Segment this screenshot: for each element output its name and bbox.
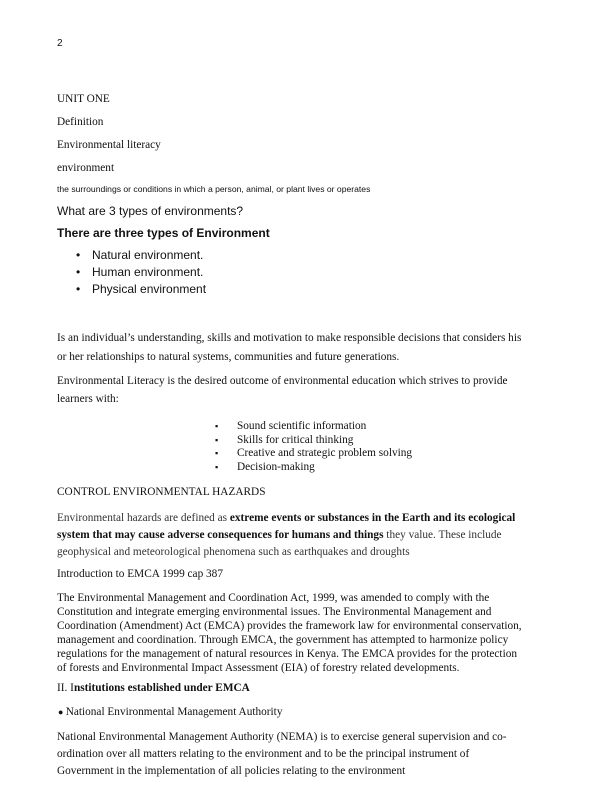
text: II. I: [57, 682, 74, 694]
bold-text: nstitutions established under EMCA: [73, 682, 250, 694]
literacy-paragraph: [57, 329, 521, 367]
institutions-heading: [57, 682, 250, 694]
text-line: learners with:: [57, 393, 119, 405]
definition-label: Definition: [57, 116, 104, 128]
nema-paragraph: [57, 729, 507, 780]
text-line: Coordination (Amendment) Act (EMCA) provides the framework law for environmental conservation,: [57, 620, 522, 632]
question: What are 3 types of environments?: [57, 204, 244, 218]
text-line: Environmental Literacy is the desired outcome of environmental education which strives to provide: [57, 375, 508, 387]
list-item: ▪ Skills for critical thinking: [237, 434, 412, 448]
unit-title: UNIT ONE: [57, 93, 110, 105]
outcomes-list: [237, 420, 412, 474]
emca-paragraph: [57, 591, 522, 675]
text-line: The Environmental Management and Coordination Act, 1999, was amended to comply with the: [57, 592, 490, 604]
text: Environmental hazards are defined as: [57, 512, 230, 524]
text-line: Is an individual’s understanding, skills and motivation to make responsible decisions that considers his: [57, 332, 522, 344]
nema-bullet: ● National Environmental Management Authority: [58, 706, 283, 718]
env-literacy-label: Environmental literacy: [57, 139, 161, 151]
list-item: ▪ Sound scientific information: [237, 420, 412, 434]
list-item: • Physical environment: [92, 281, 206, 298]
text: National Environmental Management Authority: [65, 706, 283, 718]
text-line: Government in the implementation of all policies relating to the environment: [57, 765, 406, 777]
emca-heading: Introduction to EMCA 1999 cap 387: [57, 568, 223, 580]
environment-definition: the surroundings or conditions in which a person, animal, or plant lives or operates: [57, 184, 371, 194]
list-item: ▪ Creative and strategic problem solving: [237, 447, 412, 461]
text-line: ordination over all matters relating to the environment and to be the principal instrument of: [57, 748, 470, 760]
text-line: geophysical and meteorological phenomena such as earthquakes and droughts: [57, 546, 410, 558]
text-line: management and coordination. Through EMCA, the government has attempted to harmonize policy: [57, 634, 509, 646]
text-line: Constitution and integrate emerging environmental issues. The Environmental Management and: [57, 606, 492, 618]
types-list: [92, 247, 206, 298]
hazards-heading: CONTROL ENVIRONMENTAL HAZARDS: [57, 486, 266, 498]
text: they value. These include: [383, 529, 502, 541]
bold-text: system that may cause adverse consequences for humans and things: [57, 529, 384, 541]
hazards-paragraph: [57, 510, 515, 561]
page-number: 2: [57, 38, 63, 49]
environment-term: environment: [57, 162, 115, 174]
types-heading: There are three types of Environment: [57, 226, 270, 240]
list-item: • Natural environment.: [92, 247, 206, 264]
list-item: ▪ Decision-making: [237, 461, 412, 475]
text-line: of forests and Environmental Impact Assessment (EIA) of forestry related developments.: [57, 662, 460, 674]
outcome-paragraph: [57, 372, 508, 408]
list-item: • Human environment.: [92, 264, 206, 281]
bold-text: extreme events or substances in the Earth and its ecological: [229, 512, 516, 524]
text-line: National Environmental Management Authority (NEMA) is to exercise general supervision and co-: [57, 731, 507, 743]
text-line: or her relationships to natural systems, communities and future generations.: [57, 351, 400, 363]
text-line: regulations for the management of natural resources in Kenya. The EMCA provides for the protection: [57, 648, 518, 660]
